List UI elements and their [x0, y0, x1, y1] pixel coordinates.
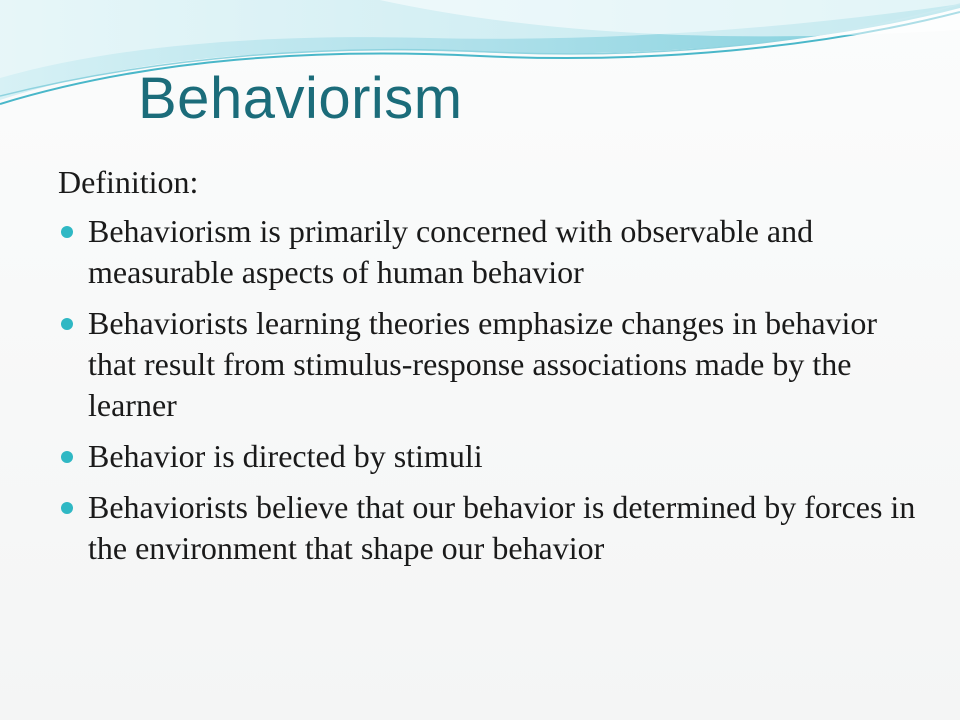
bullet-item: [58, 211, 918, 293]
bullet-item: [58, 436, 918, 477]
bullet-text: Behaviorists learning theories emphasize changes in behavior that result from stimulus-response associations made by the learner: [88, 305, 878, 423]
bullet-dot-icon: [61, 502, 73, 514]
bullet-text: Behavior is directed by stimuli: [88, 438, 483, 474]
definition-label: Definition:: [58, 164, 199, 200]
bullet-text: Behaviorism is primarily concerned with observable and measurable aspects of human behavior: [88, 213, 814, 290]
slide-title: Behaviorism: [138, 66, 463, 131]
bullet-text: Behaviorists believe that our behavior is determined by forces in the environment that shape our behavior: [88, 489, 916, 566]
bullet-dot-icon: [61, 318, 73, 330]
bullet-dot-icon: [61, 451, 73, 463]
bullet-item: [58, 487, 918, 569]
bullet-item: [58, 303, 918, 426]
bullet-dot-icon: [61, 226, 73, 238]
bullet-list: [58, 211, 918, 569]
slide-body: [58, 162, 918, 579]
